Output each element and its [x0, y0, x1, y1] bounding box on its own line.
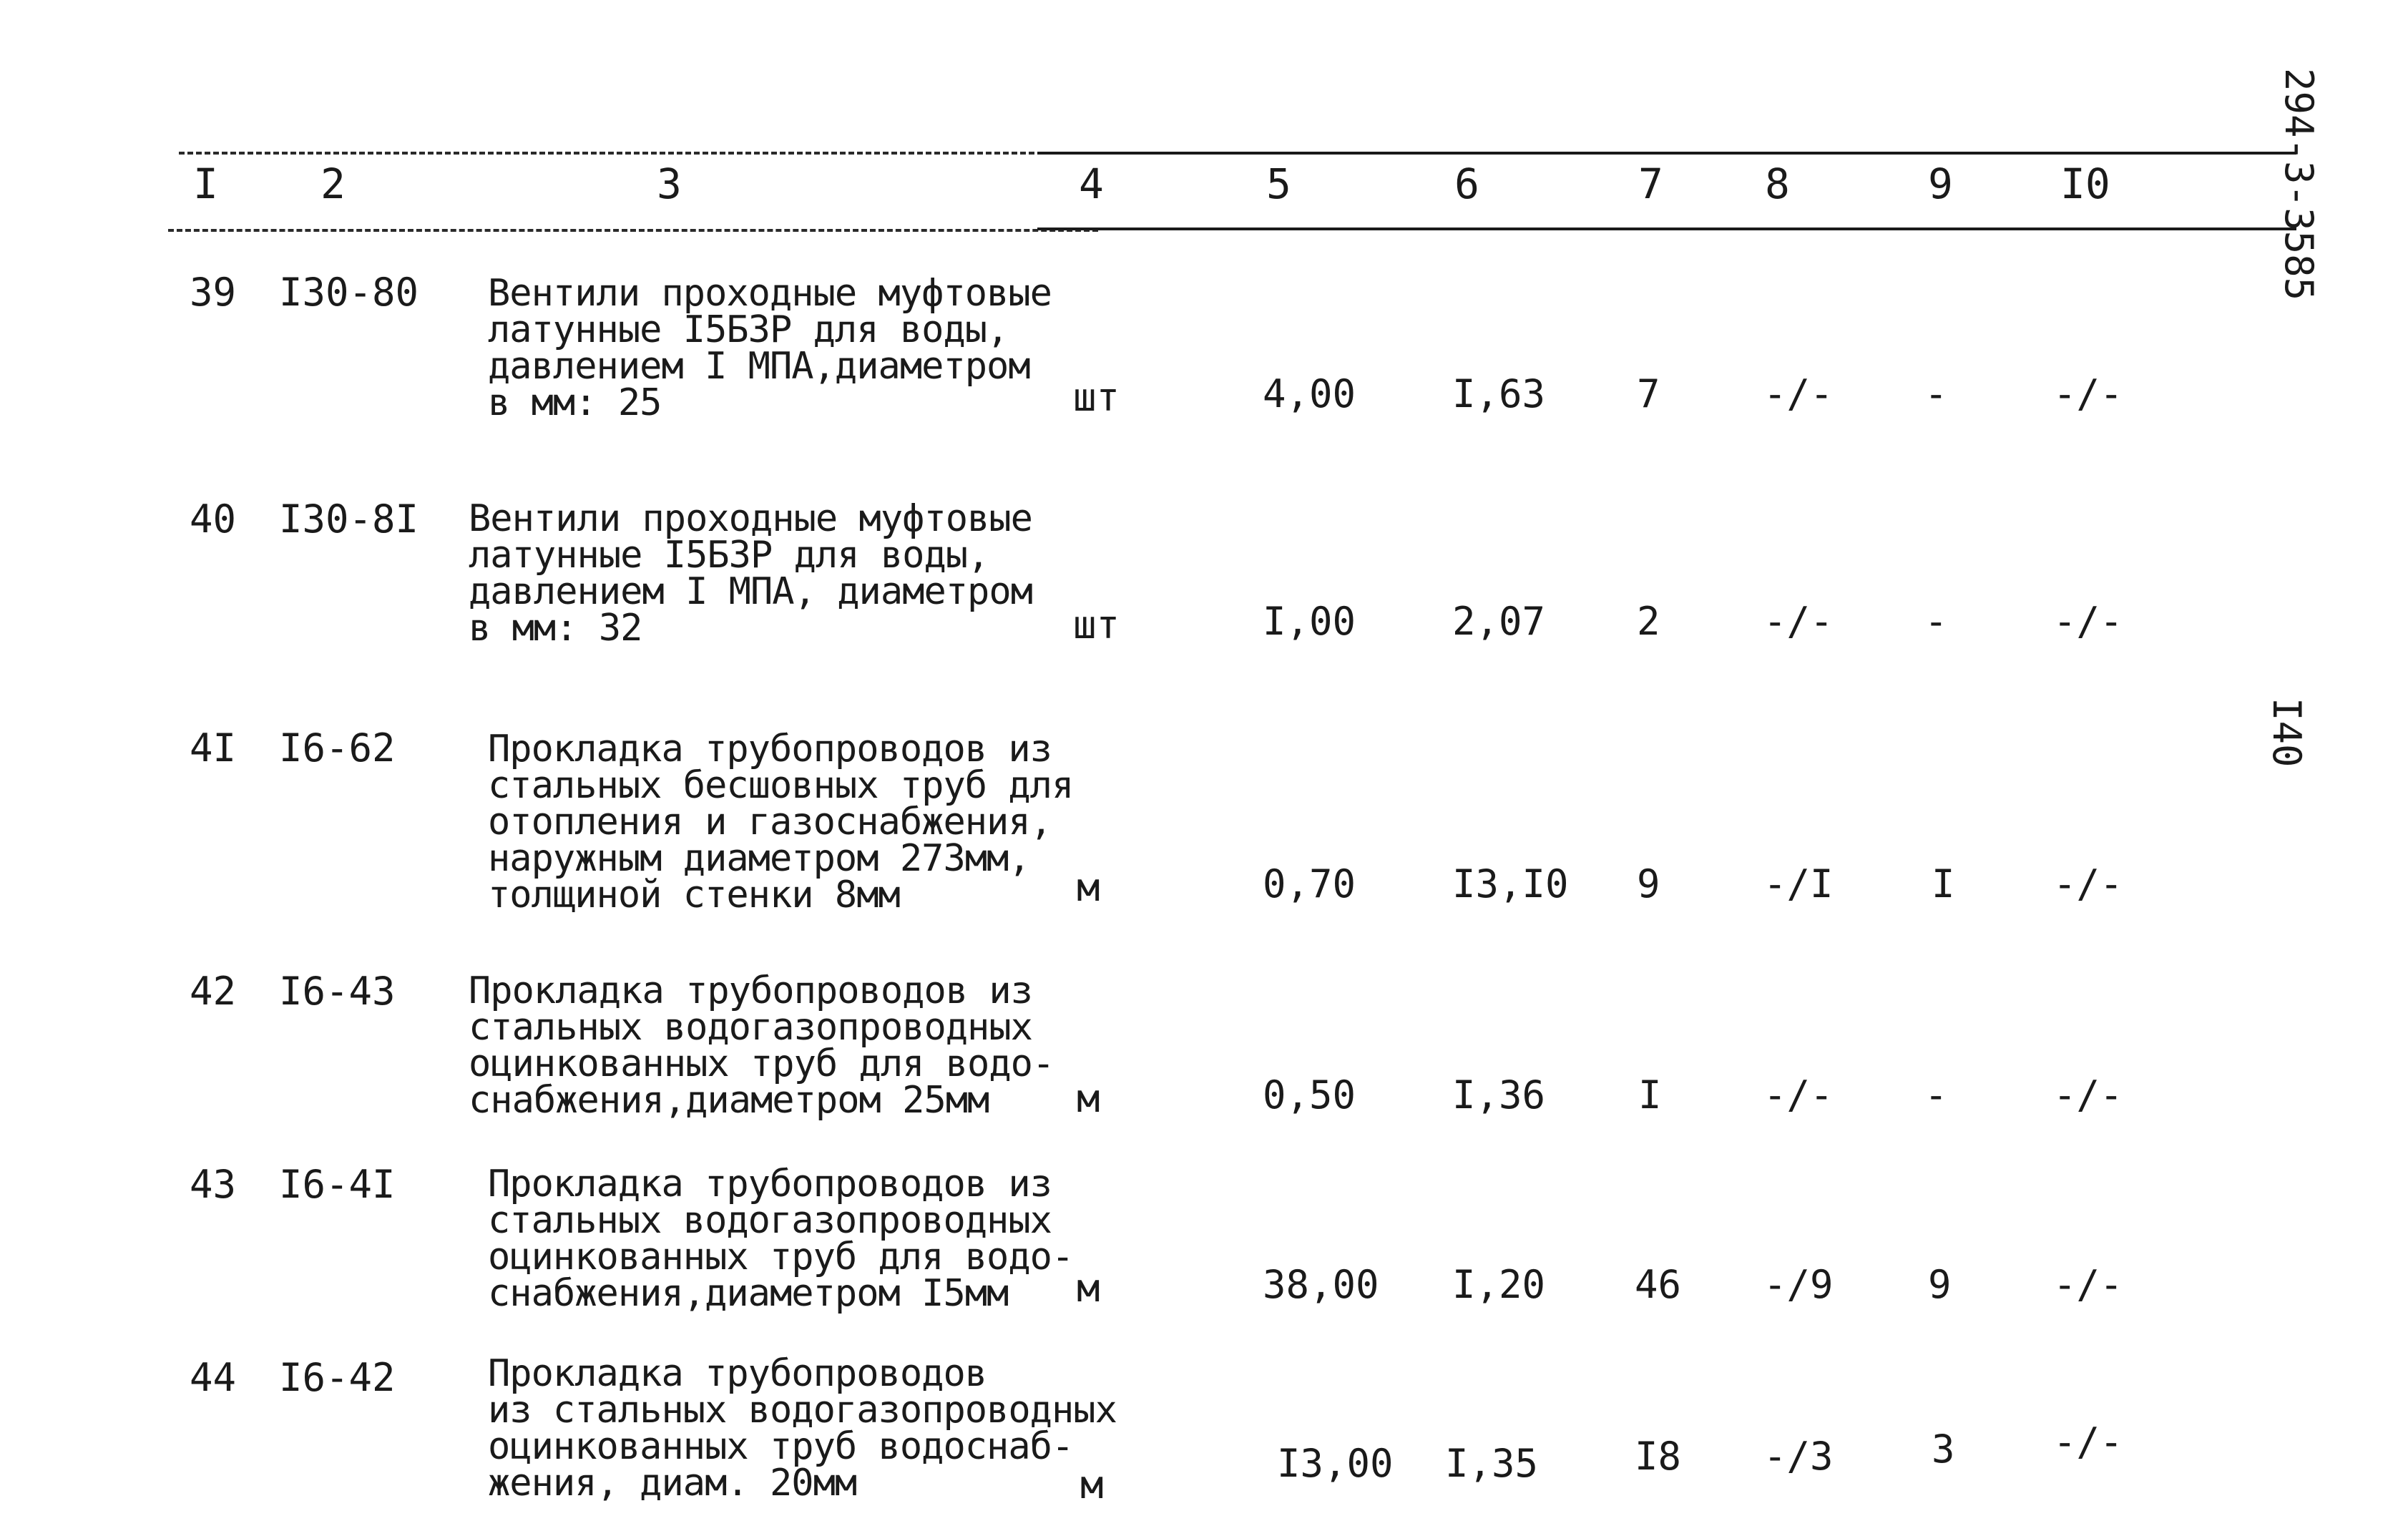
row-44-col6: I,35 — [1445, 1441, 1539, 1486]
col-header-6: 6 — [1454, 160, 1479, 208]
row-44-number: 44 — [190, 1355, 237, 1400]
row-43-col6: I,20 — [1452, 1262, 1546, 1307]
row-41-col10: -/- — [2053, 861, 2123, 906]
row-43-qty: 38,00 — [1263, 1262, 1379, 1307]
row-44-unit: м — [1080, 1462, 1104, 1507]
row-42-description: Прокладка трубопроводов из стальных водогазопроводных оцинкованных труб для водо- снабжения,диаметром 25мм — [469, 969, 1054, 1122]
row-41-code: I6-62 — [279, 725, 396, 771]
col-header-5: 5 — [1266, 160, 1291, 208]
row-39-col9: - — [1924, 371, 1948, 416]
row-43-col8: -/9 — [1763, 1262, 1834, 1307]
row-39-code: I30-80 — [279, 270, 419, 315]
row-44-description: Прокладка трубопроводов из стальных водогазопроводных оцинкованных труб водоснаб- жения, диам. 20мм — [488, 1352, 1117, 1505]
row-39-unit: шт — [1073, 375, 1120, 420]
row-43-number: 43 — [190, 1162, 237, 1207]
row-42-col8: -/- — [1763, 1072, 1834, 1117]
row-40-number: 40 — [190, 497, 237, 542]
row-42-unit: м — [1077, 1076, 1100, 1121]
row-41-qty: 0,70 — [1263, 861, 1356, 906]
row-40-col10: -/- — [2053, 599, 2123, 644]
document-code: 294-3-3585 — [2276, 68, 2321, 301]
row-39-qty: 4,00 — [1263, 371, 1356, 416]
col-header-2: 2 — [320, 160, 346, 208]
row-43-col9: 9 — [1928, 1262, 1952, 1307]
row-39-description: Вентили проходные муфтовые латунные I5Б3Р для воды, давлением I МПА,диаметром в мм: 25 — [488, 272, 1052, 424]
row-43-col10: -/- — [2053, 1262, 2123, 1307]
row-43-unit: м — [1077, 1266, 1100, 1311]
row-44-qty: I3,00 — [1277, 1441, 1394, 1486]
row-41-description: Прокладка трубопроводов из стальных бесшовных труб для отопления и газоснабжения, наружным диаметром 273мм, толщиной стенки 8мм — [488, 728, 1074, 916]
row-41-col6: I3,I0 — [1452, 861, 1569, 906]
row-44-col7: I8 — [1635, 1434, 1682, 1479]
row-42-col9: - — [1924, 1072, 1948, 1117]
row-39-col8: -/- — [1763, 371, 1834, 416]
row-40-code: I30-8I — [279, 497, 419, 542]
col-header-7: 7 — [1638, 160, 1663, 208]
row-40-description: Вентили проходные муфтовые латунные I5Б3Р для воды, давлением I МПА, диаметром в мм: 32 — [469, 497, 1032, 650]
row-39-col7: 7 — [1637, 371, 1660, 416]
row-42-number: 42 — [190, 969, 237, 1014]
row-40-col6: 2,07 — [1452, 599, 1546, 644]
row-43-code: I6-4I — [279, 1162, 396, 1207]
row-39-col10: -/- — [2053, 371, 2123, 416]
row-39-col6: I,63 — [1452, 371, 1546, 416]
row-43-description: Прокладка трубопроводов из стальных водогазопроводных оцинкованных труб для водо- снабжения,диаметром I5мм — [488, 1163, 1074, 1315]
row-42-qty: 0,50 — [1263, 1072, 1356, 1117]
page-number: I40 — [2264, 698, 2309, 768]
row-44-code: I6-42 — [279, 1355, 396, 1400]
col-header-1: I — [193, 160, 218, 208]
col-header-9: 9 — [1928, 160, 1953, 208]
row-42-code: I6-43 — [279, 969, 396, 1014]
row-42-col6: I,36 — [1452, 1072, 1546, 1117]
col-header-3: 3 — [657, 160, 682, 208]
row-40-qty: I,00 — [1263, 599, 1356, 644]
col-header-4: 4 — [1079, 160, 1104, 208]
row-41-unit: м — [1077, 865, 1100, 910]
header-bottom-rule — [168, 229, 1098, 232]
row-42-col7: I — [1638, 1072, 1662, 1117]
row-41-col9: I — [1932, 861, 1955, 906]
row-41-col7: 9 — [1637, 861, 1660, 906]
header-top-rule-solid — [1037, 152, 2296, 155]
row-40-col9: - — [1924, 599, 1948, 644]
row-41-number: 4I — [190, 725, 237, 771]
row-43-col7: 46 — [1635, 1262, 1682, 1307]
header-bottom-rule-solid — [1037, 228, 2296, 230]
row-44-col9: 3 — [1932, 1427, 1955, 1472]
col-header-10: I0 — [2060, 160, 2110, 208]
col-header-8: 8 — [1765, 160, 1790, 208]
row-40-col7: 2 — [1637, 599, 1660, 644]
row-40-unit: шт — [1073, 602, 1120, 647]
row-42-col10: -/- — [2053, 1072, 2123, 1117]
row-40-col8: -/- — [1763, 599, 1834, 644]
row-44-col8: -/3 — [1763, 1434, 1834, 1479]
row-39-number: 39 — [190, 270, 237, 315]
row-41-col8: -/I — [1763, 861, 1834, 906]
row-44-col10: -/- — [2053, 1419, 2123, 1464]
